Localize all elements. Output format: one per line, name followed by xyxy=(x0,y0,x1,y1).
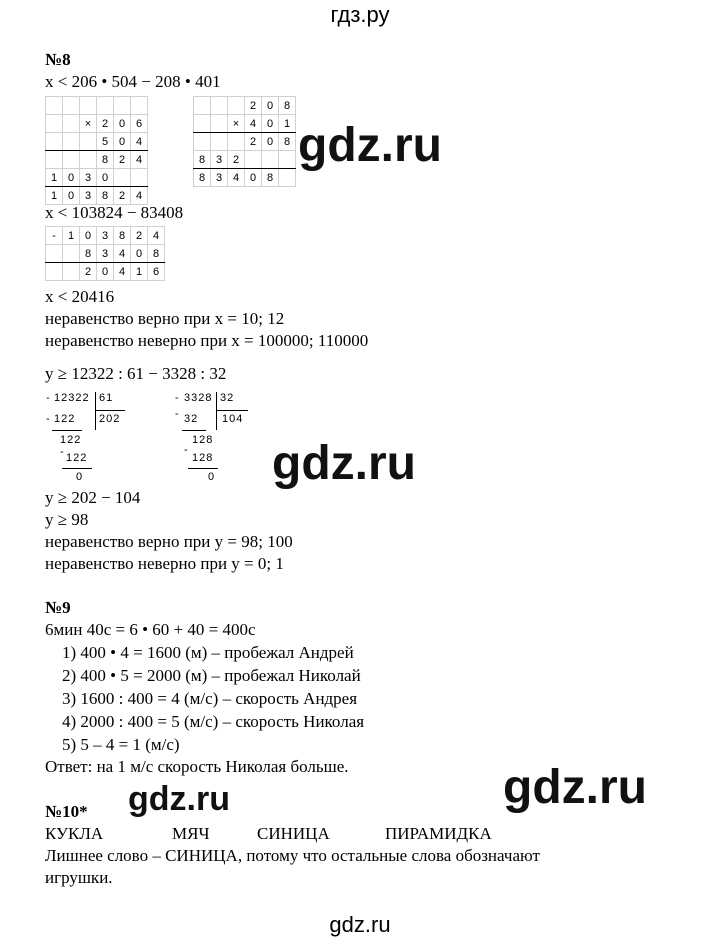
grid-cell xyxy=(46,97,63,115)
task8-line-5: неравенство неверно при x = 100000; 110000 xyxy=(45,331,369,350)
grid-cell: 2 xyxy=(114,187,131,205)
grid-cell: 3 xyxy=(97,227,114,245)
grid-cell xyxy=(80,151,97,169)
ld2-rem1: 128 xyxy=(192,434,214,446)
grid-cell xyxy=(63,115,80,133)
ld1-rem1: 122 xyxy=(60,434,82,446)
grid-cell: 0 xyxy=(97,263,114,281)
task9-line-1: 6мин 40с = 6 • 60 + 40 = 400с xyxy=(45,620,256,639)
grid-cell: 0 xyxy=(262,133,279,151)
grid-cell: 1 xyxy=(279,115,296,133)
grid-cell xyxy=(46,263,63,281)
grid-cell xyxy=(279,151,296,169)
ld1-divisor: 61 xyxy=(99,392,114,404)
grid-cell xyxy=(211,133,228,151)
grid-cell: 0 xyxy=(114,133,131,151)
grid-cell: 3 xyxy=(80,187,97,205)
grid-cell: 0 xyxy=(80,227,97,245)
grid-cell xyxy=(63,97,80,115)
task8-line-2: x < 103824 − 83408 xyxy=(45,203,184,222)
grid-cell: 4 xyxy=(114,263,131,281)
task9-step-1: 1) 400 • 4 = 1600 (м) – пробежал Андрей xyxy=(62,643,354,662)
grid-cell xyxy=(131,169,148,187)
grid-cell: 1 xyxy=(46,187,63,205)
grid-cell xyxy=(114,97,131,115)
site-footer: gdz.ru xyxy=(329,912,391,937)
grid-cell xyxy=(46,245,63,263)
grid-cell xyxy=(245,151,262,169)
grid-cell: 8 xyxy=(279,133,296,151)
task8-line-7: y ≥ 202 − 104 xyxy=(45,488,141,507)
grid-cell: 1 xyxy=(63,227,80,245)
task9-title: №9 xyxy=(45,598,71,617)
grid-cell: 0 xyxy=(114,115,131,133)
grid-cell xyxy=(63,245,80,263)
grid-cell xyxy=(211,115,228,133)
grid-cell: 8 xyxy=(114,227,131,245)
subtraction-grid xyxy=(45,226,165,281)
ld2-dividend: 3328 xyxy=(184,392,213,404)
grid-cell: 8 xyxy=(194,151,211,169)
ld1-dividend: 12322 xyxy=(54,392,90,404)
task8-line-8: y ≥ 98 xyxy=(45,510,89,529)
grid-cell xyxy=(211,97,228,115)
watermark: gdz.ru xyxy=(503,761,647,814)
word-2: МЯЧ xyxy=(172,824,210,843)
word-4: ПИРАМИДКА xyxy=(385,824,492,843)
grid-cell: 0 xyxy=(245,169,262,187)
grid-cell: 4 xyxy=(131,151,148,169)
grid-cell: 0 xyxy=(262,97,279,115)
grid-cell xyxy=(194,97,211,115)
task9-step-5: 5) 5 – 4 = 1 (м/с) xyxy=(62,735,180,754)
task8-line-10: неравенство неверно при y = 0; 1 xyxy=(45,554,284,573)
grid-cell xyxy=(46,151,63,169)
grid-cell: 3 xyxy=(97,245,114,263)
grid-cell: 5 xyxy=(97,133,114,151)
grid-cell xyxy=(262,151,279,169)
grid-cell: 0 xyxy=(97,169,114,187)
grid-cell xyxy=(46,133,63,151)
task8-line-6: y ≥ 12322 : 61 − 3328 : 32 xyxy=(45,364,227,383)
ld1-sub1: 122 xyxy=(54,413,76,425)
ld2-rem2: 0 xyxy=(208,471,216,483)
task8-line-1: x < 206 • 504 − 208 • 401 xyxy=(45,72,221,91)
grid-cell: 8 xyxy=(97,187,114,205)
word-1: КУКЛА xyxy=(45,824,104,843)
grid-cell: 2 xyxy=(245,97,262,115)
watermark: gdz.ru xyxy=(298,119,442,172)
task9-answer: Ответ: на 1 м/с скорость Николая больше. xyxy=(45,757,349,776)
task9-step-3: 3) 1600 : 400 = 4 (м/с) – скорость Андрея xyxy=(62,689,358,708)
task10-text-2: игрушки. xyxy=(45,868,113,887)
grid-cell: 2 xyxy=(228,151,245,169)
grid-cell xyxy=(63,263,80,281)
task9-step-2: 2) 400 • 5 = 2000 (м) – пробежал Николай xyxy=(62,666,361,685)
grid-cell: 2 xyxy=(131,227,148,245)
grid-cell: 8 xyxy=(80,245,97,263)
grid-cell: 8 xyxy=(194,169,211,187)
multiplication-grid-1 xyxy=(45,96,148,205)
grid-cell: 0 xyxy=(63,187,80,205)
grid-cell: 6 xyxy=(131,115,148,133)
grid-cell xyxy=(228,133,245,151)
grid-cell xyxy=(80,133,97,151)
ld2-divisor: 32 xyxy=(220,392,235,404)
grid-cell: 3 xyxy=(80,169,97,187)
grid-cell: 4 xyxy=(245,115,262,133)
task8-line-3: x < 20416 xyxy=(45,287,115,306)
grid-cell xyxy=(46,115,63,133)
grid-cell: 4 xyxy=(114,245,131,263)
grid-cell: × xyxy=(80,115,97,133)
task9-step-4: 4) 2000 : 400 = 5 (м/с) – скорость Николая xyxy=(62,712,365,731)
ld1-sub2: 122 xyxy=(66,452,88,464)
grid-cell: 2 xyxy=(114,151,131,169)
grid-cell: 6 xyxy=(148,263,165,281)
multiplication-grid-2 xyxy=(193,96,296,187)
grid-cell: 4 xyxy=(131,133,148,151)
grid-cell xyxy=(194,115,211,133)
grid-cell: 8 xyxy=(97,151,114,169)
watermark: gdz.ru xyxy=(272,437,416,490)
ld2-quotient: 104 xyxy=(222,413,244,425)
grid-cell xyxy=(63,151,80,169)
grid-cell xyxy=(279,169,296,187)
grid-cell xyxy=(131,97,148,115)
task10-title: №10* xyxy=(45,802,88,821)
grid-cell xyxy=(194,133,211,151)
task10-text-1: Лишнее слово – СИНИЦА, потому что остальные слова обозначают xyxy=(45,846,540,865)
grid-cell xyxy=(114,169,131,187)
ld1-rem2: 0 xyxy=(76,471,84,483)
grid-cell: × xyxy=(228,115,245,133)
ld1-quotient: 202 xyxy=(99,413,121,425)
watermark: gdz.ru xyxy=(128,780,230,818)
grid-cell: 8 xyxy=(148,245,165,263)
task8-line-4: неравенство верно при x = 10; 12 xyxy=(45,309,285,328)
task8-line-9: неравенство верно при y = 98; 100 xyxy=(45,532,293,551)
grid-cell: 4 xyxy=(148,227,165,245)
grid-cell: 3 xyxy=(211,169,228,187)
grid-cell xyxy=(97,97,114,115)
grid-cell: 3 xyxy=(211,151,228,169)
grid-cell: 1 xyxy=(46,169,63,187)
grid-cell: 0 xyxy=(63,169,80,187)
site-header: гдз.ру xyxy=(330,2,390,27)
grid-cell: 2 xyxy=(80,263,97,281)
grid-cell: 2 xyxy=(245,133,262,151)
grid-cell xyxy=(63,133,80,151)
grid-cell xyxy=(80,97,97,115)
grid-cell: 0 xyxy=(131,245,148,263)
task8-title: №8 xyxy=(45,50,71,69)
grid-cell xyxy=(228,97,245,115)
ld2-sub1: 32 xyxy=(184,413,199,425)
word-3: СИНИЦА xyxy=(257,824,330,843)
grid-cell: 4 xyxy=(131,187,148,205)
grid-cell: 0 xyxy=(262,115,279,133)
grid-cell: 4 xyxy=(228,169,245,187)
grid-cell: - xyxy=(46,227,63,245)
grid-cell: 2 xyxy=(97,115,114,133)
ld2-sub2: 128 xyxy=(192,452,214,464)
grid-cell: 1 xyxy=(131,263,148,281)
grid-cell: 8 xyxy=(262,169,279,187)
grid-cell: 8 xyxy=(279,97,296,115)
